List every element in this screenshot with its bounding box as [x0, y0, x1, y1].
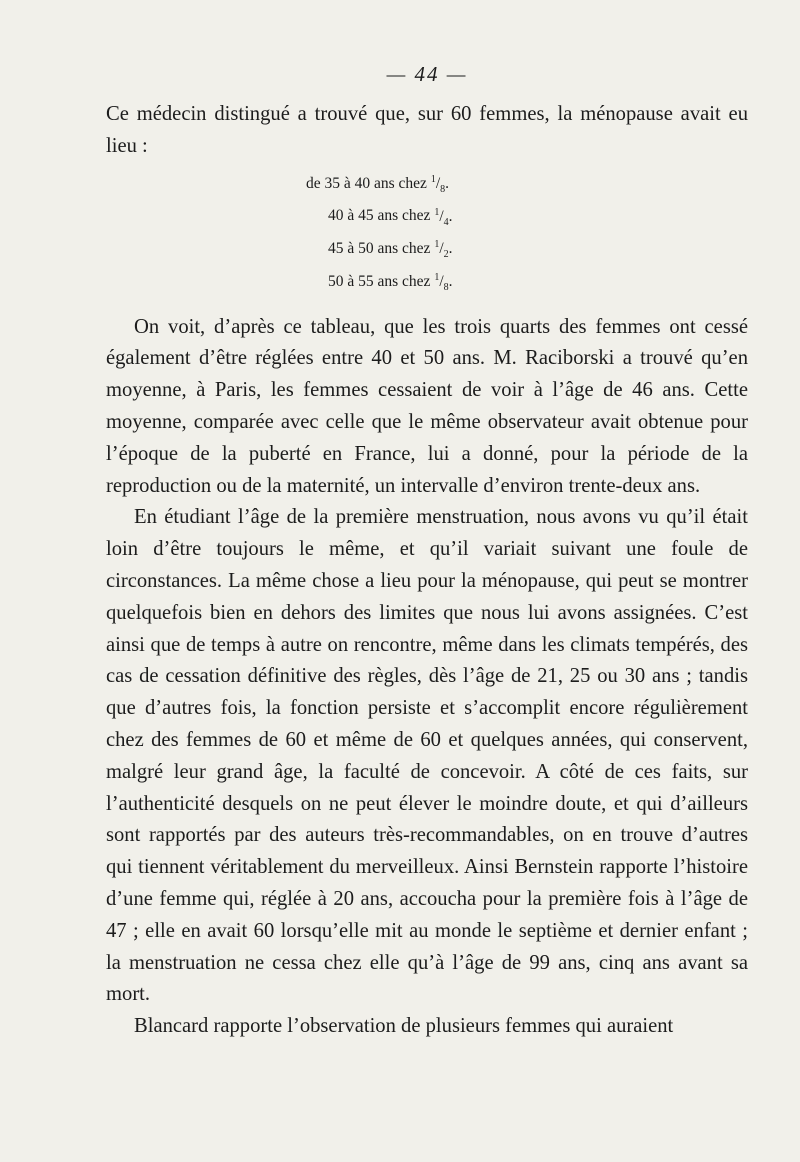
intro-paragraph: Ce médecin distingué a trouvé que, sur 60 femmes, la ménopause avait eu lieu : — [106, 103, 748, 157]
body-paragraph: En étudiant l’âge de la première menstruation, nous avons vu qu’il était loin d’être toujours le même, et qu’il variait suivant une foule de circonstances. La même chose a lieu pour la ménopause, qui peut se montrer quelquefois bien en dehors des limites que nous lui avons assignées. C’est ainsi que de temps à autre on rencontre, même dans les climats tempérés, des cas de cessation définitive des règles, dès l’âge de 21, 25 ou 30 ans ; tandis que d’autres fois, la fonction persiste et s’accomplit encore régulièrement chez des femmes de 60 et même de 60 et quelques années, qui conservent, malgré leur grand âge, la faculté de concevoir. A côté de ces faits, sur l’authenticité desquels on ne peut élever le moindre doute, et qui d’ailleurs sont rapportés par des auteurs très-recommandables, on en trouve d’autres qui tiennent véritablement du merveilleux. Ainsi Bernstein rapporte l’histoire d’une femme qui, réglée à 20 ans, accoucha pour la première fois à l’âge de 47 ; elle en avait 60 lorsqu’elle mit au monde le septième et dernier enfant ; la menstruation ne cessa chez elle qu’à l’âge de 99 ans, cinq ans avant sa mort. — [106, 506, 748, 1006]
age-range: de 35 à 40 ans chez — [306, 174, 427, 192]
menopause-age-table — [306, 169, 748, 300]
age-range: 50 à 55 ans chez — [328, 273, 431, 290]
fraction: $^1/_8$. — [430, 173, 449, 195]
fraction: $^1/_8$. — [434, 271, 453, 294]
age-range: 45 à 50 ans chez — [328, 240, 431, 258]
table-row — [328, 234, 748, 267]
fraction: $^1/_4$. — [434, 206, 453, 228]
page-number: — 44 — — [386, 62, 468, 86]
table-row — [328, 201, 748, 234]
body-paragraph: Blancard rapporte l’observation de plusieurs femmes qui auraient — [134, 1015, 674, 1038]
fraction: $^1/_2$. — [434, 239, 453, 261]
age-range: 40 à 45 ans chez — [328, 207, 431, 225]
body-paragraph: On voit, d’après ce tableau, que les trois quarts des femmes ont cessé également d’être réglées entre 40 et 50 ans. M. Raciborski a trouvé qu’en moyenne, à Paris, les femmes cessaient de voir à l’âge de 46 ans. Cette moyenne, comparée avec celle que le même observateur avait obtenue pour l’époque de la puberté en France, lui a donné, pour la période de la reproduction ou de la maternité, un intervalle d’environ trente-deux ans. — [106, 315, 748, 497]
table-row — [328, 267, 748, 300]
table-row — [306, 169, 748, 202]
